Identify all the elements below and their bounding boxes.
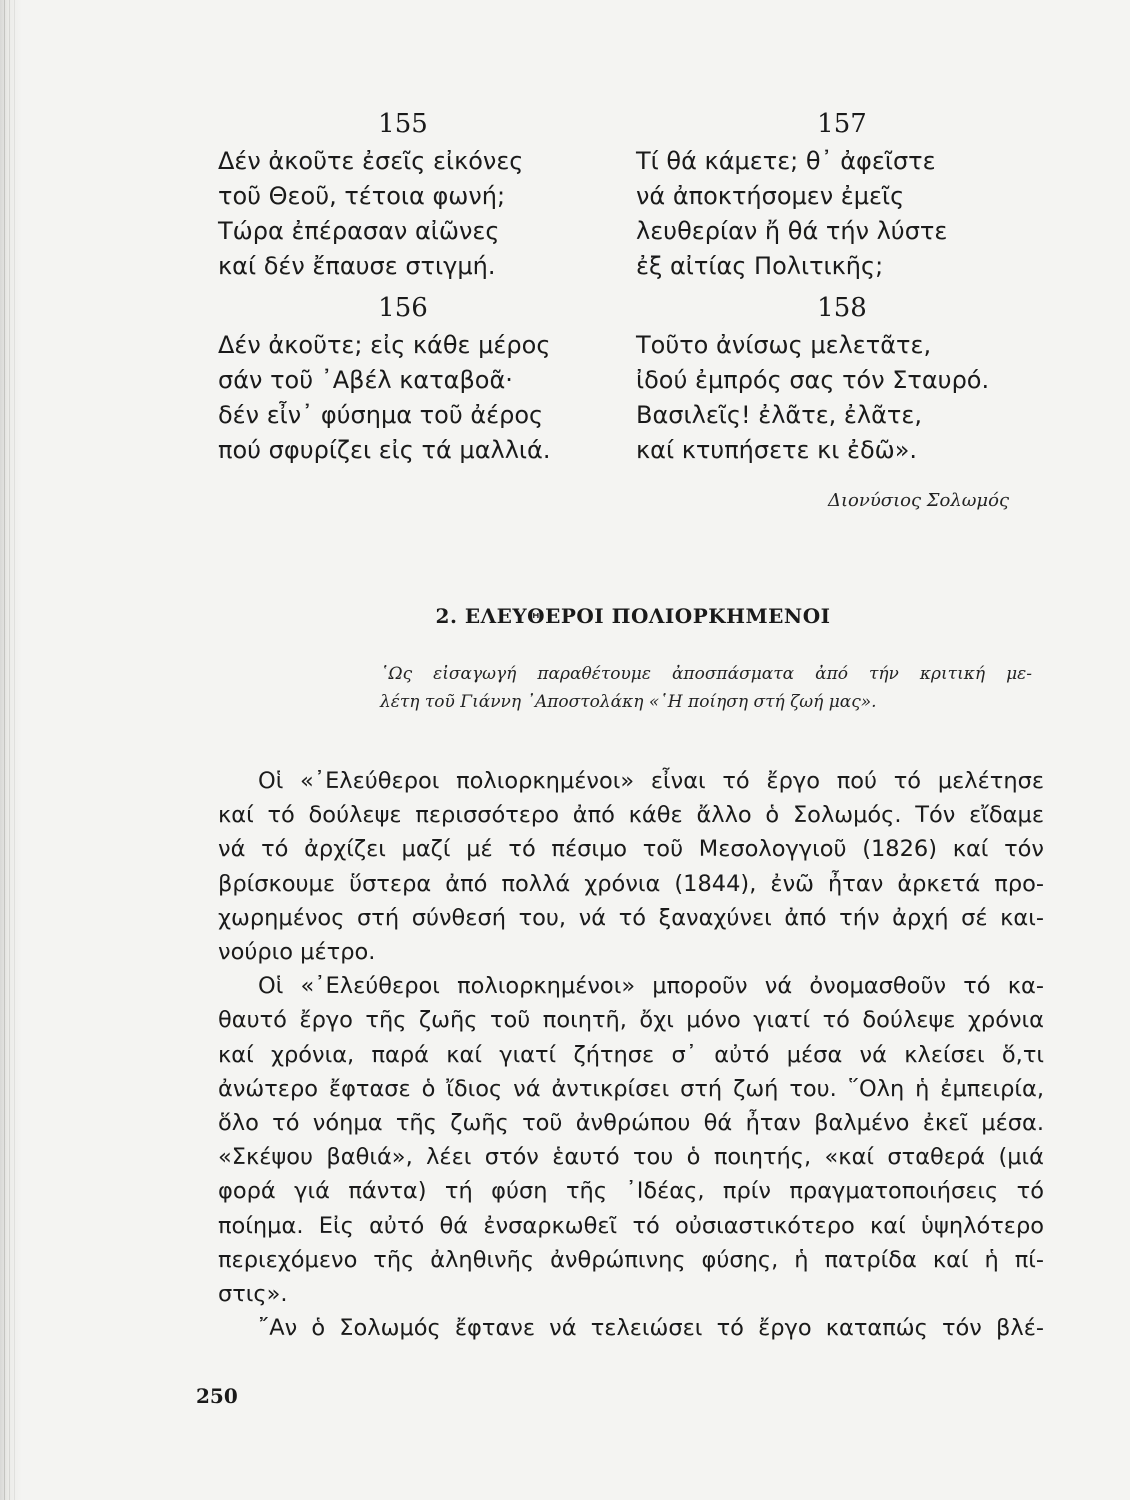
body-line: καί τό δούλεψε περισσότερο ἀπό κάθε ἄλλο ὁ Σολωμός. Τόν εἴδαμε — [218, 802, 1044, 829]
stanza-155 — [218, 108, 598, 284]
section-intro — [380, 660, 1032, 716]
poem-signature: Διονύσιος Σολωμός — [828, 490, 1010, 511]
stanza-number: 156 — [378, 293, 428, 323]
body-line: θαυτό ἔργο τῆς ζωῆς τοῦ ποιητῆ, ὄχι μόνο γιατί τό δούλεψε χρόνια — [218, 1007, 1044, 1034]
verse-line: τοῦ Θεοῦ, τέτοια φωνή; — [218, 182, 506, 210]
stanza-157 — [636, 108, 1048, 284]
stanza-156 — [218, 292, 598, 468]
page-number: 250 — [196, 1384, 238, 1408]
body-line: νούριο μέτρο. — [218, 939, 376, 966]
verse-line: ἐξ αἰτίας Πολιτικῆς; — [636, 252, 884, 280]
stanza-number: 158 — [817, 293, 867, 323]
body-line: Οἱ «᾿Ελεύθεροι πολιορκημένοι» εἶναι τό ἔργο πού τό μελέτησε — [258, 768, 1044, 794]
body-line: ῎Αν ὁ Σολωμός ἔφτανε νά τελειώσει τό ἔργο καταπώς τόν βλέ- — [258, 1315, 1044, 1342]
intro-line: λέτη τοῦ Γιάννη ᾿Αποστολάκη «῾Η ποίηση στή ζωή μας». — [380, 692, 877, 712]
verse-line: Τοῦτο ἀνίσως μελετᾶτε, — [636, 331, 932, 359]
intro-line: ῾Ως εἰσαγωγή παραθέτουμε ἀποσπάσματα ἀπό τήν κριτική με- — [380, 664, 1032, 684]
verse-line: Δέν ἀκοῦτε; εἰς κάθε μέρος — [218, 331, 551, 359]
body-line: «Σκέψου βαθιά», λέει στόν ἑαυτό του ὁ ποιητής, «καί σταθερά (μιά — [218, 1144, 1044, 1171]
verse-line: δέν εἶν᾿ φύσημα τοῦ ἀέρος — [218, 401, 544, 429]
body-line: χωρημένος στή σύνθεσή του, νά τό ξαναχύνει ἀπό τήν ἀρχή σέ και- — [218, 904, 1044, 931]
stanza-158 — [636, 292, 1048, 468]
verse-line: ἰδού ἐμπρός σας τόν Σταυρό. — [636, 366, 990, 394]
verse-line: Βασιλεῖς! ἐλᾶτε, ἐλᾶτε, — [636, 401, 922, 429]
body-line: ὅλο τό νόημα τῆς ζωῆς τοῦ ἀνθρώπου θά ἦταν βαλμένο ἐκεῖ μέσα. — [218, 1110, 1044, 1137]
body-line: Οἱ «᾿Ελεύθεροι πολιορκημένοι» μποροῦν νά ὀνομασθοῦν τό κα- — [258, 973, 1044, 1000]
verse-line: πού σφυρίζει εἰς τά μαλλιά. — [218, 436, 551, 464]
verse-line: Τώρα ἐπέρασαν αἰῶνες — [218, 217, 500, 245]
verse-line: καί κτυπήσετε κι ἐδῶ». — [636, 436, 918, 464]
section-title: 2. ΕΛΕΥΘΕΡΟΙ ΠΟΛΙΟΡΚΗΜΕΝΟΙ — [435, 604, 831, 628]
verse-line: καί δέν ἔπαυσε στιγμή. — [218, 252, 496, 280]
verse-line: Τί θά κάμετε; θ᾿ ἀφεῖστε — [636, 147, 936, 175]
verse-line: σάν τοῦ ᾿Αβέλ καταβοᾶ· — [218, 366, 513, 394]
body-line: φορά γιά πάντα) τή φύση τῆς ᾿Ιδέας, πρίν πραγματοποιήσεις τό — [218, 1178, 1044, 1205]
body-line: καί χρόνια, παρά καί γιατί ζήτησε σ᾿ αὐτό μέσα νά κλείσει ὅ,τι — [218, 1041, 1044, 1068]
poem-column-right — [636, 108, 1048, 476]
stanza-number: 155 — [378, 109, 428, 139]
body-line: ἀνώτερο ἔφτασε ὁ ἴδιος νά ἀντικρίσει στή ζωή του. ῞Ολη ἡ ἐμπειρία, — [218, 1075, 1044, 1102]
body-line: στις». — [218, 1281, 288, 1308]
stanza-number: 157 — [817, 109, 867, 139]
verse-line: νά ἀποκτήσομεν ἐμεῖς — [636, 182, 905, 210]
body-line: βρίσκουμε ὕστερα ἀπό πολλά χρόνια (1844), ἐνῶ ἦταν ἀρκετά προ- — [218, 870, 1044, 897]
body-line: νά τό ἀρχίζει μαζί μέ τό πέσιμο τοῦ Μεσολογγιοῦ (1826) καί τόν — [218, 836, 1044, 863]
book-page-edge — [0, 0, 22, 1500]
body-text — [218, 764, 1044, 1345]
verse-line: λευθερίαν ἤ θά τήν λύστε — [636, 217, 948, 245]
body-line: περιεχόμενο τῆς ἀληθινῆς ἀνθρώπινης φύσης, ἡ πατρίδα καί ἡ πί- — [218, 1246, 1044, 1273]
poem-column-left — [218, 108, 598, 476]
body-line: ποίημα. Εἰς αὐτό θά ἐνσαρκωθεῖ τό οὐσιαστικότερο καί ὑψηλότερο — [218, 1212, 1044, 1239]
verse-line: Δέν ἀκοῦτε ἐσεῖς εἰκόνες — [218, 147, 524, 175]
